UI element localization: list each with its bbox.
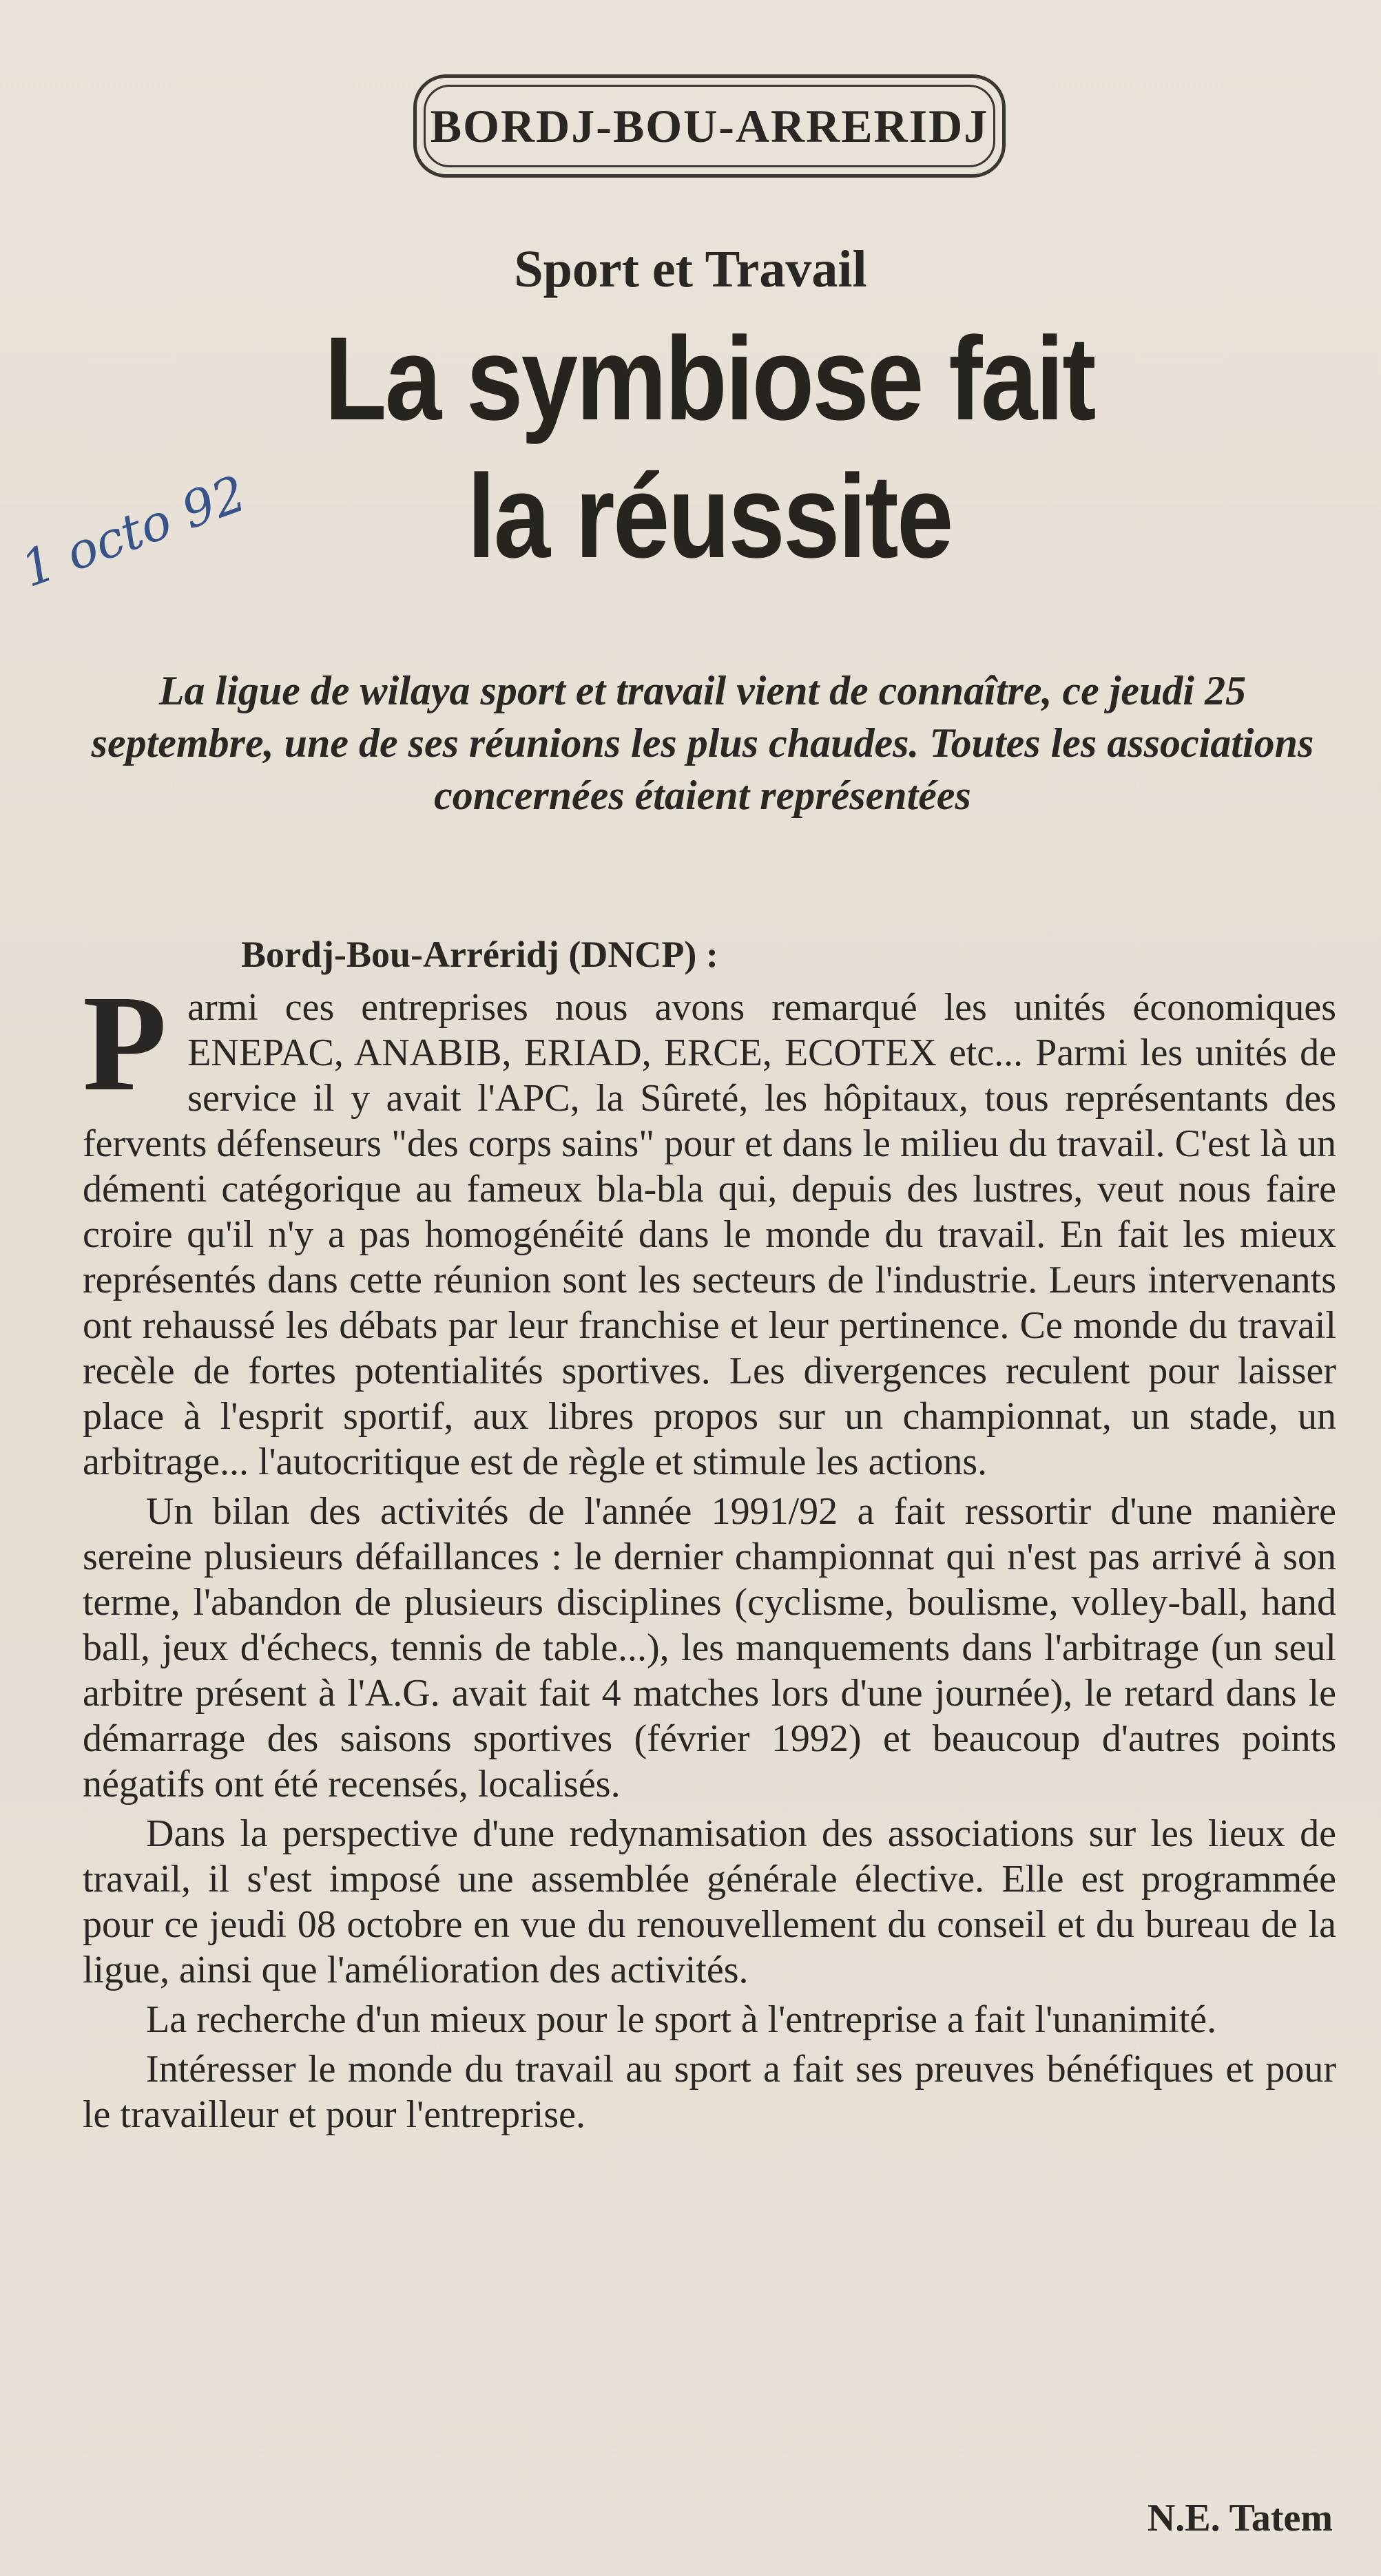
kicker: Sport et Travail <box>514 240 867 298</box>
article-body <box>83 967 1336 2142</box>
drop-cap: P <box>83 967 167 1120</box>
dateline: Bordj-Bou-Arréridj (DNCP) : <box>241 934 718 975</box>
headline: La symbiose fait la réussite <box>324 313 1094 583</box>
paragraph-3: Dans la perspective d'une redynamisation des associations sur les lieux de travail, il s'est imposé une assemblée générale élective. Elle est programmée pour ce jeudi 08 octobre en vue du renouvellement du conseil et du bureau de la ligue, ainsi que l'amélioration des activités. <box>83 1812 1336 1991</box>
handwritten-date: 1 octo 92 <box>14 464 253 598</box>
paragraph-1 <box>83 967 1336 1485</box>
author-signature: N.E. Tatem <box>1147 2497 1333 2540</box>
paragraph-5: Intéresser le monde du travail au sport a fait ses preuves bénéfiques et pour le travailleur et pour l'entreprise. <box>83 2048 1336 2136</box>
paragraph-4: La recherche d'un mieux pour le sport à l'entreprise a fait l'unanimité. <box>146 1998 1217 2041</box>
standfirst: La ligue de wilaya sport et travail vient de connaître, ce jeudi 25 septembre, une de ses réunions les plus chaudes. Toutes les associations concernées étaient représentées <box>91 668 1314 818</box>
paragraph-2: Un bilan des activités de l'année 1991/92 a fait ressortir d'une manière sereine plusieurs défaillances : le dernier championnat qui n'est pas arrivé à son terme, l'abandon de plusieurs disciplines (cyclisme, boulisme, volley-ball, hand ball, jeux d'échecs, tennis de table...), les manquements dans l'arbitrage (un seul arbitre présent à l'A.G. avait fait 4 matches lors d'une journée), le retard dans le démarrage des saisons sportives (février 1992) et beaucoup d'autres points négatifs ont été recensés, localisés. <box>83 1490 1336 1805</box>
section-tag-box <box>413 74 1006 178</box>
section-tag: BORDJ-BOU-ARRERIDJ <box>430 99 989 152</box>
paragraph-1-text: armi ces entreprises nous avons remarqué les unités économiques ENEPAC, ANABIB, ERIAD, ERCE, ECOTEX etc... Parmi les unités de service il y avait l'APC, la Sûreté, les hôpitaux, tous représentants des fervents défenseurs "des corps sains" pour et dans le milieu du travail. C'est là un démenti catégorique au fameux bla-bla qui, depuis des lustres, veut nous faire croire qu'il n'y a pas homogénéité dans le monde du travail. En fait les mieux représentés dans cette réunion sont les secteurs de l'industrie. Leurs intervenants ont rehaussé les débats par leur franchise et leur pertinence. Ce monde du travail recèle de fortes potentialités sportives. Les divergences reculent pour laisser place à l'esprit sportif, aux libres propos sur un championnat, un stade, un arbitrage... l'autocritique est de règle et stimule les actions. <box>83 986 1336 1483</box>
